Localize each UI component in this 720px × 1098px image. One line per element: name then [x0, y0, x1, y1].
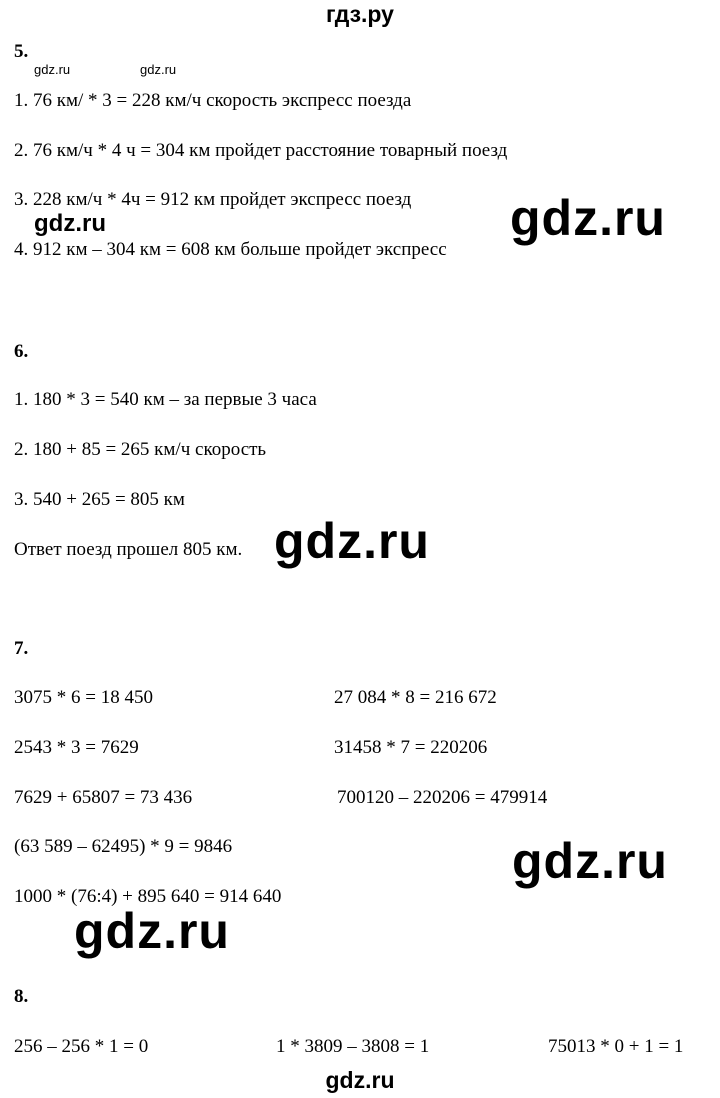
watermark-large: gdz.ru: [74, 903, 230, 959]
watermark-small: gdz.ru: [140, 62, 177, 77]
watermark-large: gdz.ru: [510, 190, 666, 246]
task-6-number: 6.: [14, 341, 29, 362]
task-7-left-1: 3075 * 6 = 18 450: [14, 687, 153, 708]
task-5-line-2: 2. 76 км/ч * 4 ч = 304 км пройдет расстояние товарный поезд: [14, 140, 508, 161]
task-5-line-1: 1. 76 км/ * 3 = 228 км/ч скорость экспресс поезда: [14, 90, 412, 111]
task-7-left-5: 1000 * (76:4) + 895 640 = 914 640: [14, 886, 282, 907]
task-5-line-4: 4. 912 км – 304 км = 608 км больше пройдет экспресс: [14, 239, 447, 260]
task-7-right-3: 700120 – 220206 = 479914: [337, 787, 548, 808]
task-8-item-2: 1 * 3809 – 3808 = 1: [276, 1036, 430, 1057]
site-header: гдз.ру: [326, 1, 394, 27]
task-7-right-2: 31458 * 7 = 220206: [334, 737, 488, 758]
task-7-right-1: 27 084 * 8 = 216 672: [334, 687, 497, 708]
task-7-left-3: 7629 + 65807 = 73 436: [14, 787, 193, 808]
task-7-left-2: 2543 * 3 = 7629: [14, 737, 139, 758]
site-footer: gdz.ru: [325, 1067, 395, 1093]
task-8-item-3: 75013 * 0 + 1 = 1: [548, 1036, 684, 1057]
task-8-item-1: 256 – 256 * 1 = 0: [14, 1036, 149, 1057]
watermark-large: gdz.ru: [274, 513, 430, 569]
task-8-number: 8.: [14, 986, 29, 1007]
task-5-number: 5.: [14, 41, 29, 62]
watermark-small: gdz.ru: [34, 62, 71, 77]
watermark-large: gdz.ru: [512, 833, 668, 889]
task-6-answer: Ответ поезд прошел 805 км.: [14, 539, 243, 560]
task-6-line-2: 2. 180 + 85 = 265 км/ч скорость: [14, 439, 267, 460]
task-7-number: 7.: [14, 638, 29, 659]
task-6-line-3: 3. 540 + 265 = 805 км: [14, 489, 185, 510]
task-7-left-4: (63 589 – 62495) * 9 = 9846: [14, 836, 233, 857]
task-5-line-3: 3. 228 км/ч * 4ч = 912 км пройдет экспресс поезд: [14, 189, 412, 210]
task-6-line-1: 1. 180 * 3 = 540 км – за первые 3 часа: [14, 389, 317, 410]
watermark-medium: gdz.ru: [34, 210, 106, 237]
